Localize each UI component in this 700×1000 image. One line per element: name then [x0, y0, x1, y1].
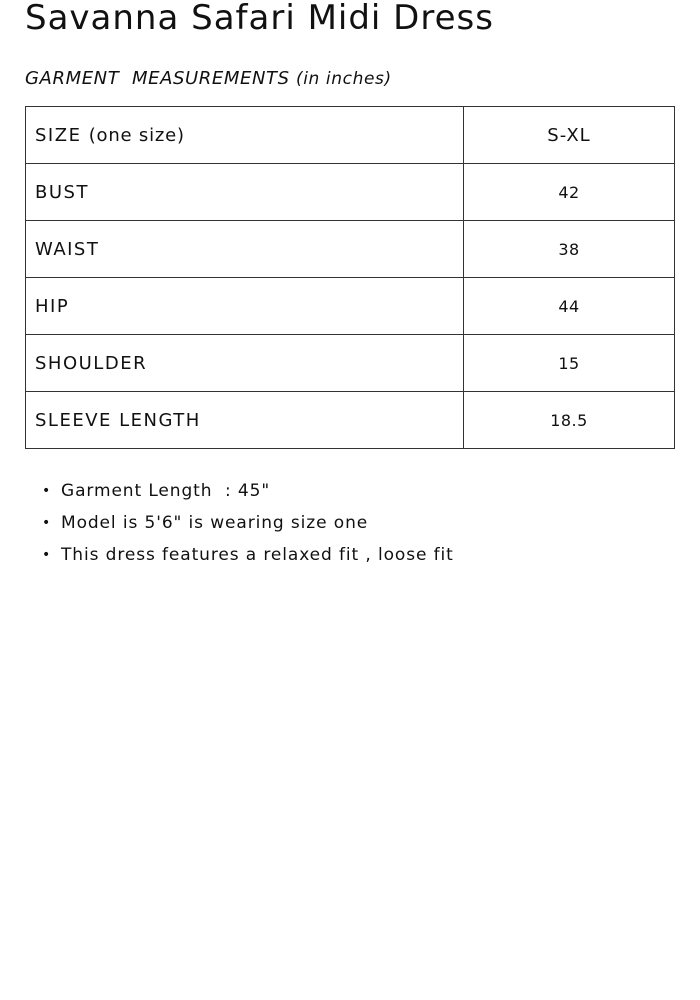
measurement-label: HIP: [26, 278, 464, 335]
table-row: [26, 164, 675, 221]
table-row: [26, 335, 675, 392]
measurements-table: [25, 106, 675, 449]
page-title: Savanna Safari Midi Dress: [25, 0, 494, 38]
measurement-value: 44: [464, 278, 675, 335]
size-label: SIZE: [35, 124, 82, 146]
measurement-value: 42: [464, 164, 675, 221]
table-row: [26, 221, 675, 278]
measurement-label: SLEEVE LENGTH: [26, 392, 464, 449]
size-value-cell: S-XL: [464, 107, 675, 164]
measurement-label: WAIST: [26, 221, 464, 278]
bullet-icon: •: [42, 483, 52, 499]
note-text: This dress features a relaxed fit , loose fit: [61, 545, 454, 565]
table-row: [26, 278, 675, 335]
measurement-value: 38: [464, 221, 675, 278]
measurement-value: 18.5: [464, 392, 675, 449]
size-label-suffix: (one size): [88, 124, 185, 146]
note-text: Model is 5'6" is wearing size one: [61, 513, 369, 533]
measurement-value: 15: [464, 335, 675, 392]
note-text: Garment Length : 45": [61, 481, 271, 501]
measurements-subtitle: [25, 66, 392, 92]
notes-list: [25, 476, 675, 572]
table-row: [26, 392, 675, 449]
bullet-icon: •: [42, 547, 52, 563]
table-header-row: [26, 107, 675, 164]
list-item: [25, 508, 675, 540]
measurements-heading: GARMENT MEASUREMENTS: [25, 68, 290, 89]
list-item: [25, 476, 675, 508]
measurement-label: BUST: [26, 164, 464, 221]
measurements-unit: (in inches): [296, 69, 392, 89]
bullet-icon: •: [42, 515, 52, 531]
size-label-cell: [26, 107, 464, 164]
list-item: [25, 540, 675, 572]
measurement-label: SHOULDER: [26, 335, 464, 392]
